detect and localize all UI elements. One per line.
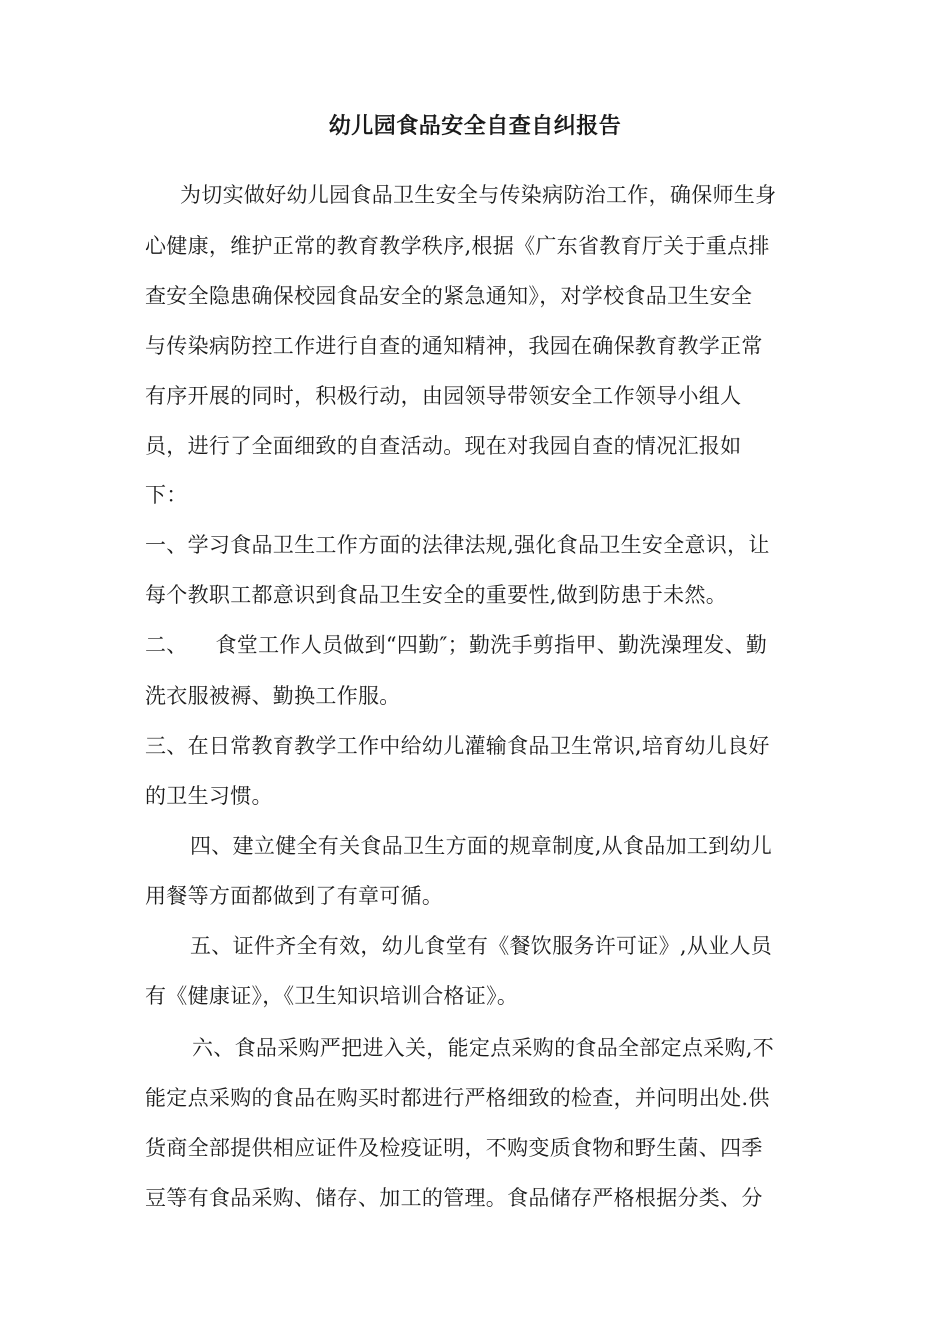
paragraph-line: 员，进行了全面细致的自查活动。现在对我园自查的情况汇报如 (145, 434, 742, 458)
paragraph-line: 能定点采购的食品在购买时都进行严格细致的检查，并问明出处.供 (145, 1086, 770, 1110)
paragraph-line: 每个教职工都意识到食品卫生安全的重要性,做到防患于未然。 (145, 583, 728, 607)
paragraph-line: 有《健康证》，《卫生知识培训合格证》。 (145, 984, 519, 1008)
paragraph-line: 四、建立健全有关食品卫生方面的规章制度,从食品加工到幼儿 (190, 834, 773, 858)
paragraph-line: 五、证件齐全有效，幼儿食堂有《餐饮服务许可证》,从业人员 (190, 934, 773, 958)
paragraph-line: 心健康，维护正常的教育教学秩序,根据《广东省教育厅关于重点排 (145, 234, 770, 258)
document-title: 幼儿园食品安全自查自纠报告 (328, 113, 622, 139)
paragraph-line: 三、在日常教育教学工作中给幼儿灌输食品卫生常识,培育幼儿良好 (145, 734, 770, 758)
paragraph-line: 一、学习食品卫生工作方面的法律法规,强化食品卫生安全意识，让 (145, 533, 770, 557)
paragraph-line: 二、 食堂工作人员做到“四勤″；勤洗手剪指甲、勤洗澡理发、勤 (145, 633, 768, 657)
paragraph-line: 查安全隐患确保校园食品安全的紧急通知》，对学校食品卫生安全 (145, 284, 753, 308)
paragraph-line: 下： (145, 483, 188, 507)
paragraph-line: 用餐等方面都做到了有章可循。 (145, 884, 444, 908)
paragraph-line: 豆等有食品采购、储存、加工的管理。食品储存严格根据分类、分 (145, 1186, 763, 1210)
paragraph-line: 与传染病防控工作进行自查的通知精神，我园在确保教育教学正常 (145, 334, 763, 358)
paragraph-line: 有序开展的同时，积极行动，由园领导带领安全工作领导小组人 (145, 384, 742, 408)
paragraph-line: 货商全部提供相应证件及检疫证明，不购变质食物和野生菌、四季 (145, 1136, 763, 1160)
paragraph-line: 洗衣服被褥、勤换工作服。 (145, 684, 401, 708)
paragraph-line: 为切实做好幼儿园食品卫生安全与传染病防治工作，确保师生身 (180, 183, 777, 207)
paragraph-line: 六、食品采购严把进入关，能定点采购的食品全部定点采购,不 (192, 1036, 775, 1060)
paragraph-line: 的卫生习惯。 (145, 784, 273, 808)
